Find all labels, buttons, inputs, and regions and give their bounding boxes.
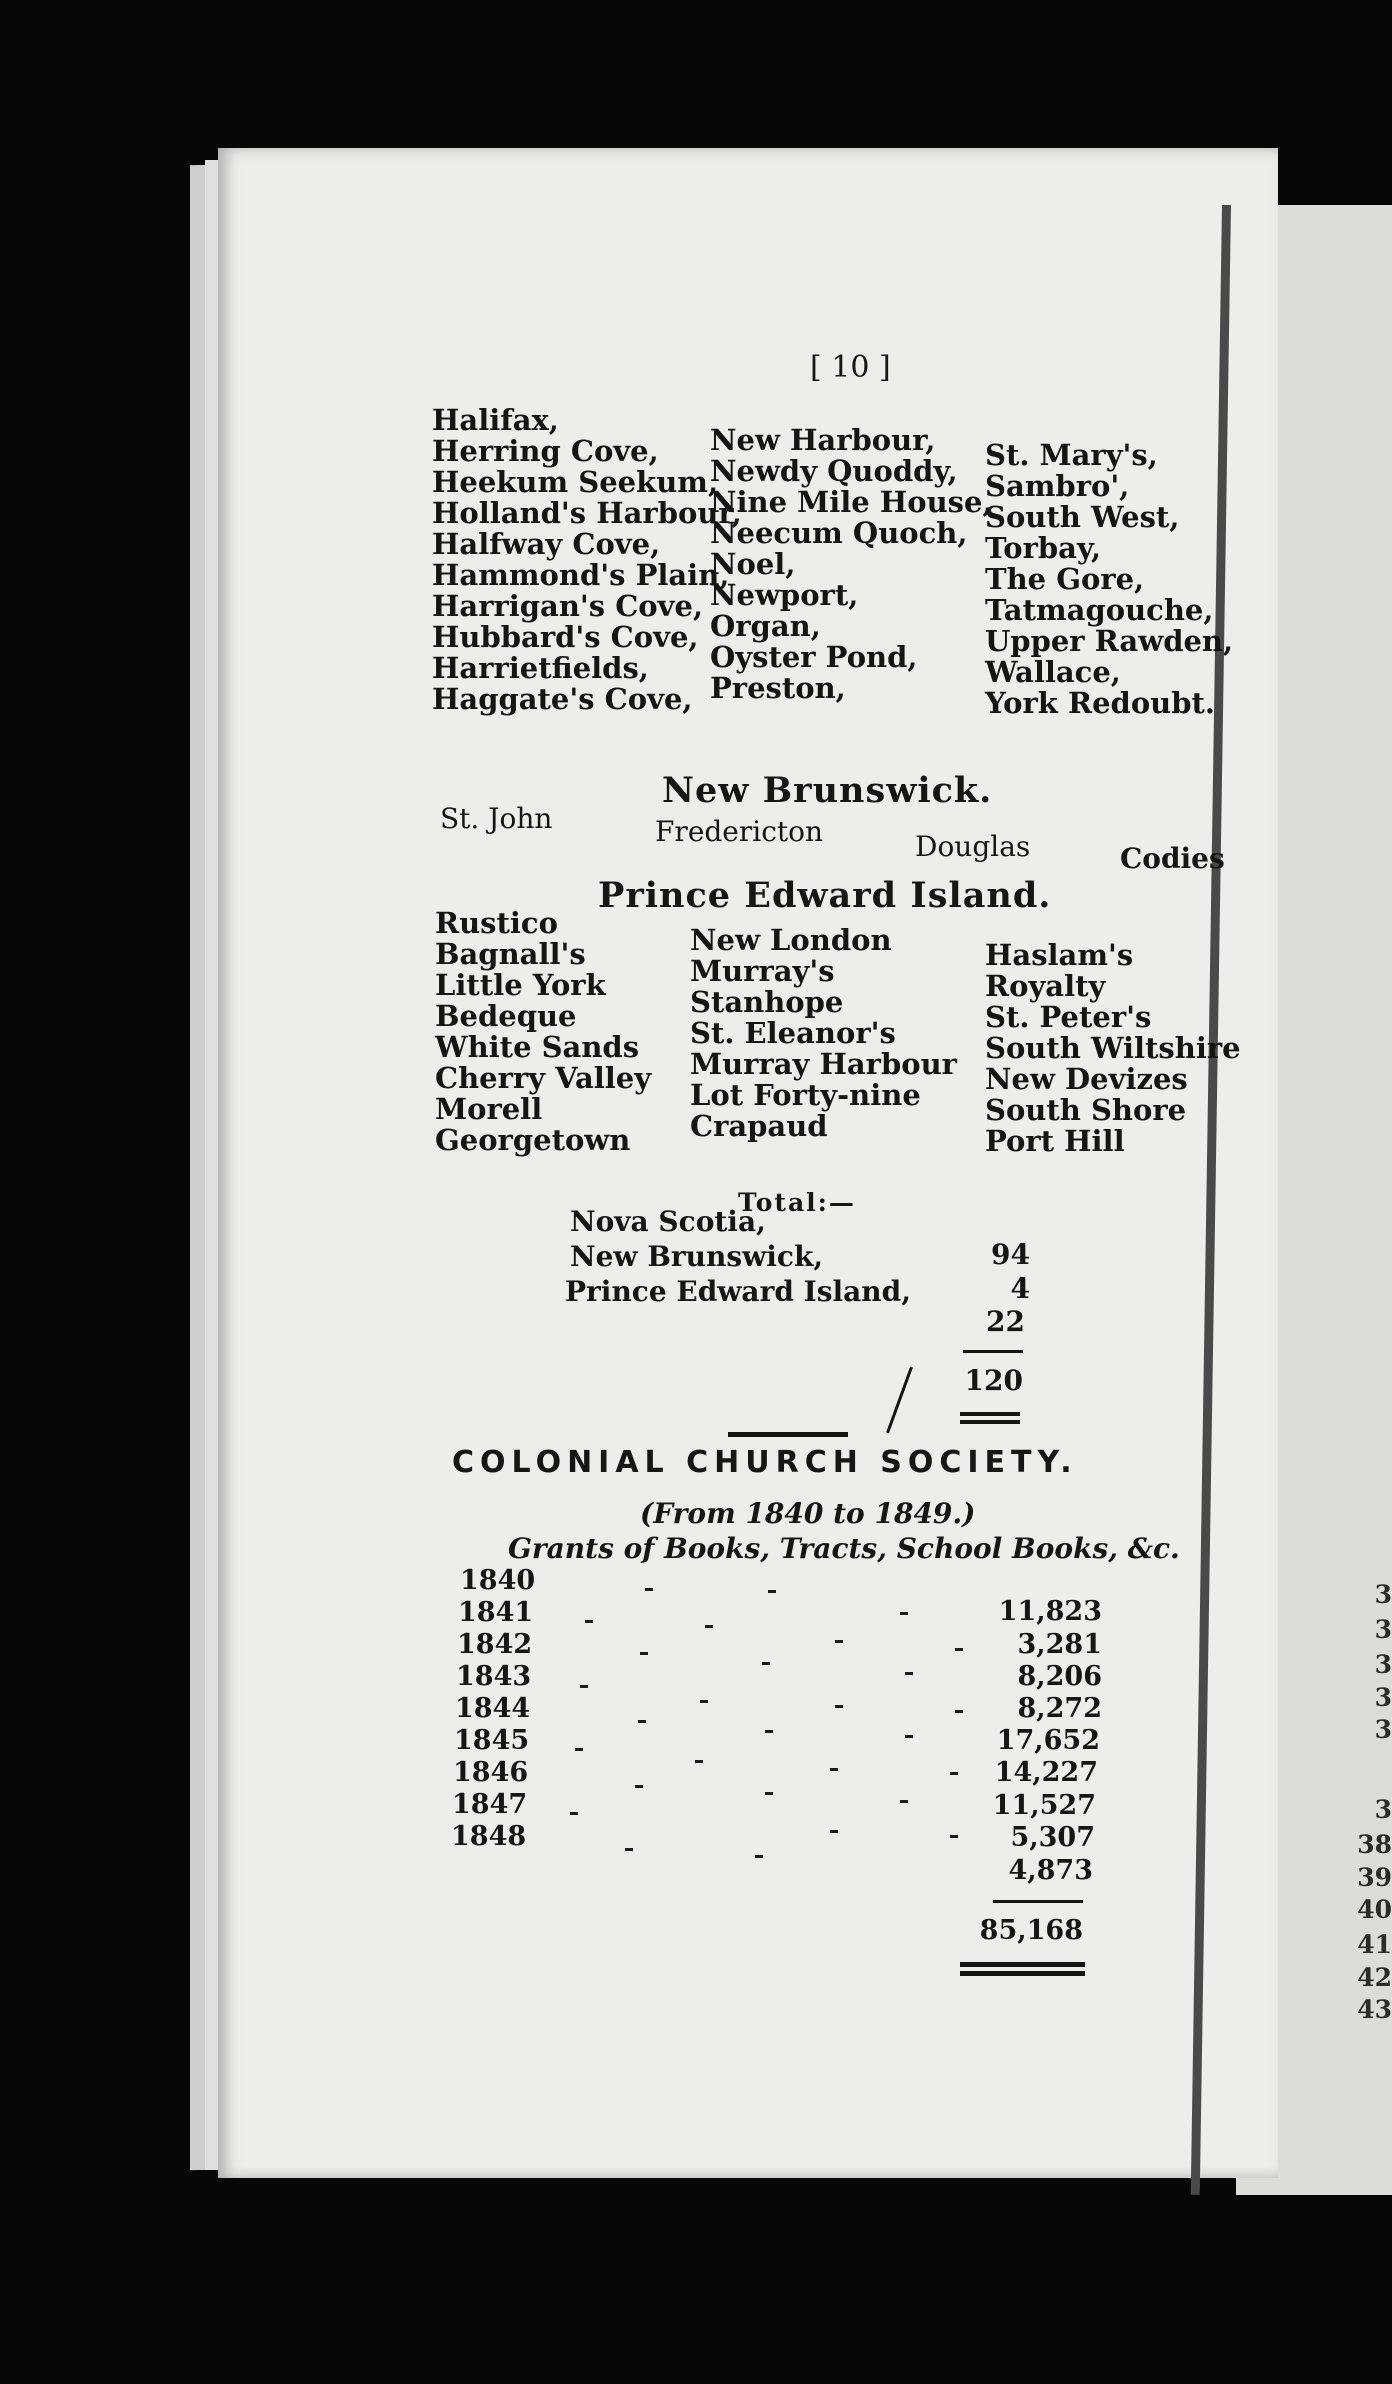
place-name: Tatmagouche, xyxy=(985,593,1214,627)
leader-dash xyxy=(580,1685,588,1688)
totals-row-name: Nova Scotia, xyxy=(570,1205,766,1238)
leader-dash xyxy=(755,1855,763,1858)
leader-dash xyxy=(900,1800,908,1803)
grant-amount: 4,873 xyxy=(1008,1855,1093,1886)
facing-page-fragment: 3 xyxy=(1374,1715,1392,1744)
facing-page-fragment: 3 xyxy=(1374,1580,1392,1609)
leader-dash xyxy=(905,1672,913,1675)
leader-dash xyxy=(900,1612,908,1615)
place-name: Harrigan's Cove, xyxy=(432,589,704,623)
grants-label: Grants of Books, Tracts, School Books, &c. xyxy=(508,1532,1180,1565)
leader-dash xyxy=(645,1588,653,1591)
place-name: Cherry Valley xyxy=(435,1061,652,1095)
place-name: The Gore, xyxy=(985,562,1145,596)
facing-page-fragment: 3 xyxy=(1374,1615,1392,1644)
leader-dash xyxy=(762,1662,770,1665)
leader-dash xyxy=(830,1830,838,1833)
page-number: [ 10 ] xyxy=(810,350,891,385)
place-name: Codies xyxy=(1120,842,1225,875)
sum-rule xyxy=(963,1350,1023,1353)
facing-page-fragment: 39 xyxy=(1357,1863,1392,1892)
year: 1845 xyxy=(454,1725,530,1756)
place-name: Murray's xyxy=(690,954,835,988)
pei-column-3 xyxy=(985,940,1241,1157)
double-rule xyxy=(960,1971,1085,1976)
totals-label: Total:— xyxy=(738,1188,856,1217)
leader-dash xyxy=(950,1835,958,1838)
leader-dash xyxy=(700,1700,708,1703)
leader-dash xyxy=(835,1705,843,1708)
place-name: Fredericton xyxy=(655,815,824,848)
facing-page-fragment: 40 xyxy=(1357,1895,1392,1924)
place-name: Neecum Quoch, xyxy=(710,516,968,550)
leader-dash xyxy=(765,1730,773,1733)
totals-row-name: New Brunswick, xyxy=(570,1240,824,1273)
year: 1843 xyxy=(456,1661,532,1692)
facing-page-fragment: 42 xyxy=(1357,1963,1392,1992)
leader-dash xyxy=(635,1785,643,1788)
facing-page-fragment: 38 xyxy=(1357,1830,1392,1859)
place-name: Oyster Pond, xyxy=(710,640,918,674)
place-name: Morell xyxy=(435,1092,543,1126)
leader-dash xyxy=(638,1720,646,1723)
place-name: Preston, xyxy=(710,671,846,705)
place-name: White Sands xyxy=(435,1030,640,1064)
place-name: Georgetown xyxy=(435,1123,631,1157)
leader-dash xyxy=(835,1640,843,1643)
place-name: Heekum Seekum, xyxy=(432,465,719,499)
pei-column-1 xyxy=(435,908,651,1156)
grant-amount: 11,823 xyxy=(998,1596,1102,1627)
place-name: Torbay, xyxy=(985,531,1102,565)
ns-column-1 xyxy=(432,405,742,715)
grant-amount: 17,652 xyxy=(996,1725,1100,1756)
leader-dash xyxy=(640,1652,648,1655)
year: 1846 xyxy=(453,1757,529,1788)
place-name: Haslam's xyxy=(985,938,1134,972)
totals-row-value: 4 xyxy=(1010,1272,1030,1305)
new-brunswick-heading: New Brunswick. xyxy=(662,770,993,811)
grant-amount: 8,206 xyxy=(1017,1661,1102,1692)
place-name: South Shore xyxy=(985,1093,1187,1127)
leader-dash xyxy=(625,1848,633,1851)
place-name: St. Eleanor's xyxy=(690,1016,896,1050)
place-name: Hammond's Plain, xyxy=(432,558,730,592)
place-name: Holland's Harbour, xyxy=(432,496,742,530)
place-name: Lot Forty-nine xyxy=(690,1078,921,1112)
leader-dash xyxy=(705,1625,713,1628)
leader-dash xyxy=(575,1748,583,1751)
place-name: Port Hill xyxy=(985,1124,1125,1158)
place-name: Rustico xyxy=(435,906,558,940)
sum-rule xyxy=(993,1900,1083,1903)
place-name: New London xyxy=(690,923,892,957)
totals-row-name: Prince Edward Island, xyxy=(565,1275,911,1308)
facing-page-fragment: 3 xyxy=(1374,1650,1392,1679)
place-name: Newdy Quoddy, xyxy=(710,454,958,488)
place-name: Douglas xyxy=(915,830,1031,863)
leader-dash xyxy=(570,1812,578,1815)
place-name: Noel, xyxy=(710,547,796,581)
year: 1841 xyxy=(458,1597,534,1628)
place-name: Upper Rawden, xyxy=(985,624,1234,658)
place-name: Newport, xyxy=(710,578,859,612)
grant-amount: 8,272 xyxy=(1017,1693,1102,1724)
grant-amount: 11,527 xyxy=(992,1790,1096,1821)
place-name: New Devizes xyxy=(985,1062,1188,1096)
totals-row-value: 94 xyxy=(991,1238,1030,1271)
place-name: Nine Mile House, xyxy=(710,485,993,519)
double-rule xyxy=(960,1420,1020,1424)
place-name: Halfway Cove, xyxy=(432,527,661,561)
society-subtitle: (From 1840 to 1849.) xyxy=(640,1497,976,1530)
ns-column-2 xyxy=(710,425,993,704)
year: 1848 xyxy=(451,1821,527,1852)
section-divider xyxy=(728,1432,848,1437)
place-name: Hubbard's Cove, xyxy=(432,620,699,654)
year: 1842 xyxy=(457,1629,533,1660)
leader-dash xyxy=(830,1768,838,1771)
ns-column-3 xyxy=(985,440,1233,719)
year: 1847 xyxy=(452,1789,528,1820)
facing-page-fragment: 3 xyxy=(1374,1795,1392,1824)
leader-dash xyxy=(765,1792,773,1795)
facing-page-fragment: 3 xyxy=(1374,1683,1392,1712)
place-name: St. Mary's, xyxy=(985,438,1158,472)
leader-dash xyxy=(955,1648,963,1651)
leader-dash xyxy=(950,1772,958,1775)
totals-sum: 120 xyxy=(964,1364,1023,1397)
place-name: South Wiltshire xyxy=(985,1031,1241,1065)
pei-column-2 xyxy=(690,925,957,1142)
society-title: COLONIAL CHURCH SOCIETY. xyxy=(452,1445,1078,1480)
place-name: Halifax, xyxy=(432,403,559,437)
place-name: Stanhope xyxy=(690,985,844,1019)
leader-dash xyxy=(905,1735,913,1738)
place-name: Wallace, xyxy=(985,655,1121,689)
leader-dash xyxy=(695,1760,703,1763)
grants-sum: 85,168 xyxy=(979,1915,1083,1946)
facing-page-fragment: 41 xyxy=(1357,1930,1392,1959)
double-rule xyxy=(960,1412,1020,1416)
leader-dash xyxy=(955,1710,963,1713)
place-name: Bagnall's xyxy=(435,937,586,971)
leader-dash xyxy=(585,1620,593,1623)
place-name: St. Peter's xyxy=(985,1000,1152,1034)
double-rule xyxy=(960,1962,1085,1967)
place-name: Haggate's Cove, xyxy=(432,682,693,716)
place-name: Bedeque xyxy=(435,999,577,1033)
pei-heading: Prince Edward Island. xyxy=(598,875,1052,916)
place-name: Crapaud xyxy=(690,1109,828,1143)
place-name: South West, xyxy=(985,500,1180,534)
leader-dash xyxy=(768,1590,776,1593)
place-name: Herring Cove, xyxy=(432,434,659,468)
place-name: Little York xyxy=(435,968,606,1002)
place-name: Murray Harbour xyxy=(690,1047,957,1081)
place-name: Organ, xyxy=(710,609,821,643)
place-name: Harrietfields, xyxy=(432,651,649,685)
place-name: Royalty xyxy=(985,969,1106,1003)
year: 1844 xyxy=(455,1693,531,1724)
place-name: St. John xyxy=(440,802,553,835)
place-name: York Redoubt. xyxy=(985,686,1216,720)
place-name: Sambro', xyxy=(985,469,1130,503)
year: 1840 xyxy=(460,1565,536,1596)
place-name: New Harbour, xyxy=(710,423,936,457)
grant-amount: 14,227 xyxy=(994,1757,1098,1788)
grant-amount: 5,307 xyxy=(1010,1822,1095,1853)
totals-row-value: 22 xyxy=(986,1305,1025,1338)
grant-amount: 3,281 xyxy=(1017,1629,1102,1660)
facing-page-fragment: 43 xyxy=(1357,1995,1392,2024)
